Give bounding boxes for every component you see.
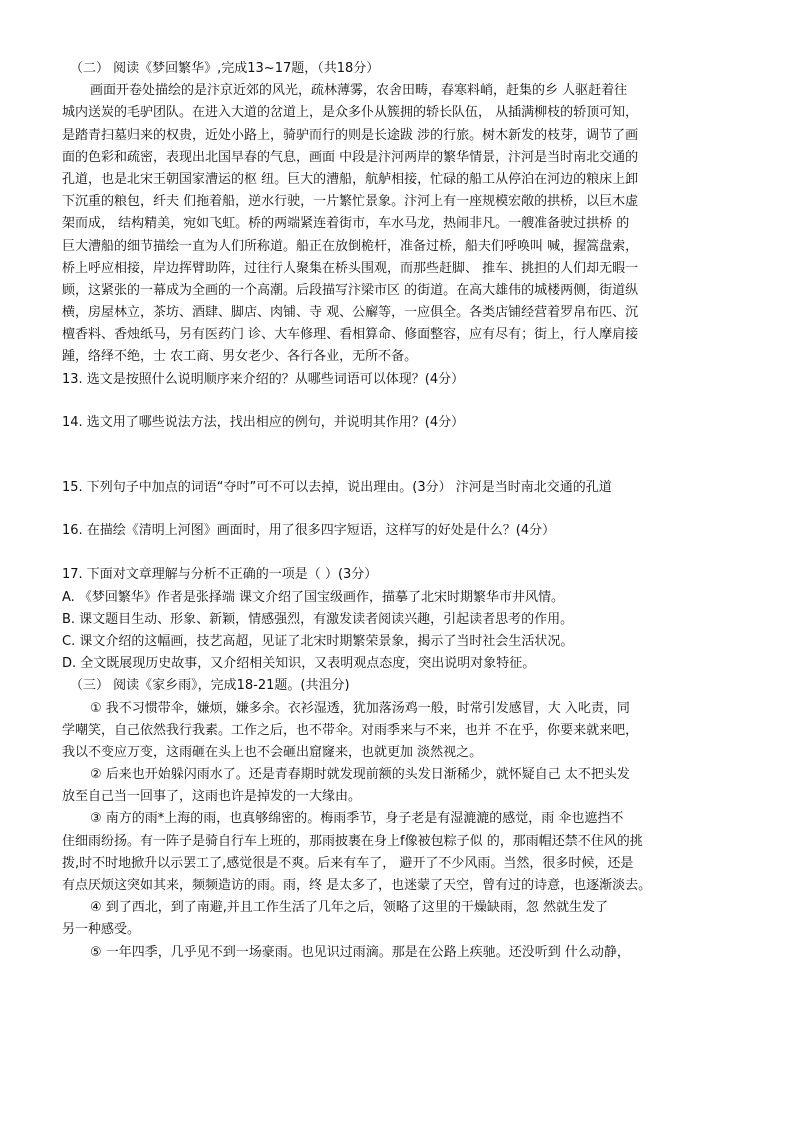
passage-line: ⑤ 一年四季，几乎见不到一场豪雨。也见识过雨滴。那是在公路上疾驰。还没听到 什么动静， — [90, 944, 630, 960]
passage-line: 踵，络绎不绝，士 农工商、男女老少、各行各业，无所不备。 — [62, 349, 418, 365]
question-14: 14. 选文用了哪些说法方法，找出相应的例句，并说明其作用？(4分） — [62, 414, 465, 430]
passage-line: 是踏青扫墓归来的权贵，近处小路上，骑驴而行的则是长途跋 涉的行旅。树木新发的枝芽，调节了画 — [62, 127, 639, 143]
passage-line: 另一种感受。 — [62, 922, 141, 938]
section-2-passage — [62, 80, 734, 368]
passage-line: ② 后来也开始躲闪雨水了。还是青春期时就发现前额的头发日渐稀少，就怀疑自己 太不把头发 — [90, 767, 630, 783]
passage-line: 有点厌烦这突如其来，频频造访的雨。雨，终 是太多了，也迷蒙了天空，曾有过的诗意，也逐渐淡去。 — [62, 878, 652, 893]
passage-line: ① 我不习惯带伞，嫌烦，嫌多余。衣衫湿透，犹加落汤鸡一般，时常引发感冒，大 入叱责，同 — [90, 700, 630, 716]
passage-line: 城内送炭的毛驴团队。在进入大道的岔道上，是众多仆从簇拥的轿长队伍， 从插满柳枝的轿顶可知， — [62, 105, 639, 121]
question-17: 17. 下面对文章理解与分析不正确的一项是（ ）(3分） — [62, 567, 378, 583]
option-b: B. 课文题目生动、形象、新颖，情感强烈，有激发读者阅读兴趣，引起读者思考的作用。 — [62, 611, 574, 627]
passage-line: 放至自己当一回事了，这雨也许是掉发的一大缘由。 — [62, 789, 362, 805]
passage-line: 檀香料、香烛纸马，另有医药门 诊、大车修理、看相算命、修面整容，应有尽有；街上，行人摩肩接 — [62, 327, 639, 343]
option-d: D. 全文既展现历史故事，又介绍相关知识，又表明观点态度，突出说明对象特征。 — [62, 656, 536, 672]
passage-line: 画面开卷处描绘的是汴京近郊的风光，疏林薄雾，农舍田畴，春寒料峭，赶集的乡 人驱赶着往 — [90, 83, 628, 99]
passage-line: 下沉重的粮包，纤夫 们拖着船，逆水行驶，一片繁忙景象。汴河上有一座规模宏敞的拱桥，以巨木虚 — [62, 194, 639, 210]
passage-line: ④ 到了西北，到了南避,并且工作生活了几年之后，领略了这里的干燥缺雨，忽 然就生发了 — [90, 900, 609, 916]
passage-line: 拨,时不时地掀升以示罢工了,感觉很是不爽。后来有车了， 避开了不少风雨。当然，很多时候，还是 — [62, 855, 634, 871]
option-a: A. 《梦回繁华》作者是张择端 课文介绍了国宝级画作，描摹了北宋时期繁华市井风情。 — [62, 589, 565, 605]
section-3-heading: （三） 阅读《家乡雨》，完成18-21题。(共沮分) — [70, 678, 350, 694]
passage-line: 横，房屋林立，茶坊、酒肆、脚店、肉铺、寺 观、公廨等，一应俱全。各类店铺经营着罗帛布匹、沉 — [62, 305, 639, 321]
passage-line: 顾，这紧张的一幕成为全画的一个高潮。后段描写汴梁市区 的街道。在高大雄伟的城楼两侧，街道纵 — [62, 282, 639, 298]
passage-line: 架而成， 结构精美，宛如飞虹。桥的两端紧连着街市，车水马龙，热闹非凡。一艘准备驶过拱桥 的 — [62, 216, 630, 232]
passage-line: 巨大漕船的细节描绘一直为人们所称道。船正在放倒桅杆，准备过桥，船夫们呼唤叫 喊，握篙盘索， — [62, 238, 639, 254]
passage-line: 面的色彩和疏密，表现出北国早春的气息，画面 中段是汴河两岸的繁华情景，汴河是当时南北交通的 — [62, 149, 639, 165]
passage-line: 住细雨纷扬。有一阵子是骑自行车上班的，那雨披裹在身上f像被包粽子似 的，那雨帽还禁不住风的挑 — [62, 833, 643, 849]
option-c: C. 课文介绍的这幅画，技艺高超，见证了北宋时期繁荣景象，揭示了当时社会生活状况。 — [62, 633, 574, 649]
section-2-heading: （二） 阅读《梦回繁华》,完成13~17题，（共18分） — [70, 61, 380, 76]
question-15: 15. 下列句子中加点的词语“夺吋”可不可以去掉，说出理由。(3分） 汴河是当时南北交通的孔道 — [62, 480, 612, 495]
section-3-passage — [62, 698, 734, 964]
passage-line: 学嘲笑，自己依然我行我素。工作之后，也不带伞。对雨季来与不来，也并 不在乎，你要来就来吧， — [62, 722, 639, 738]
document-page — [62, 58, 734, 964]
question-13: 13. 选文是按照什么说明顺序来介绍的？从哪些词语可以体现？(4分） — [62, 371, 465, 387]
question-16: 16. 在描绘《清明上河图》画面时，用了很多四字短语，这样写的好处是什么？(4分） — [62, 523, 556, 539]
passage-line: 桥上呼应相接，岸边挥臂助阵，过往行人聚集在桥头围观，而那些赶脚、 推车、挑担的人们却无暇一 — [62, 260, 639, 276]
passage-line: 我以不变应万变，这雨砸在头上也不会砸出窟窿来，也就更加 淡然视之。 — [62, 744, 483, 760]
question-17-options — [62, 587, 734, 676]
passage-line: 孔道，也是北宋王朝国家漕运的枢 纽。巨大的漕船，航舻相接，忙碌的船工从停泊在河边的粮床上卸 — [62, 171, 639, 187]
passage-line: ③ 南方的雨*上海的雨，也真够绵密的。梅雨季节，身子老是有湿漉漉的感觉，雨 伞也遮挡不 — [90, 811, 624, 827]
